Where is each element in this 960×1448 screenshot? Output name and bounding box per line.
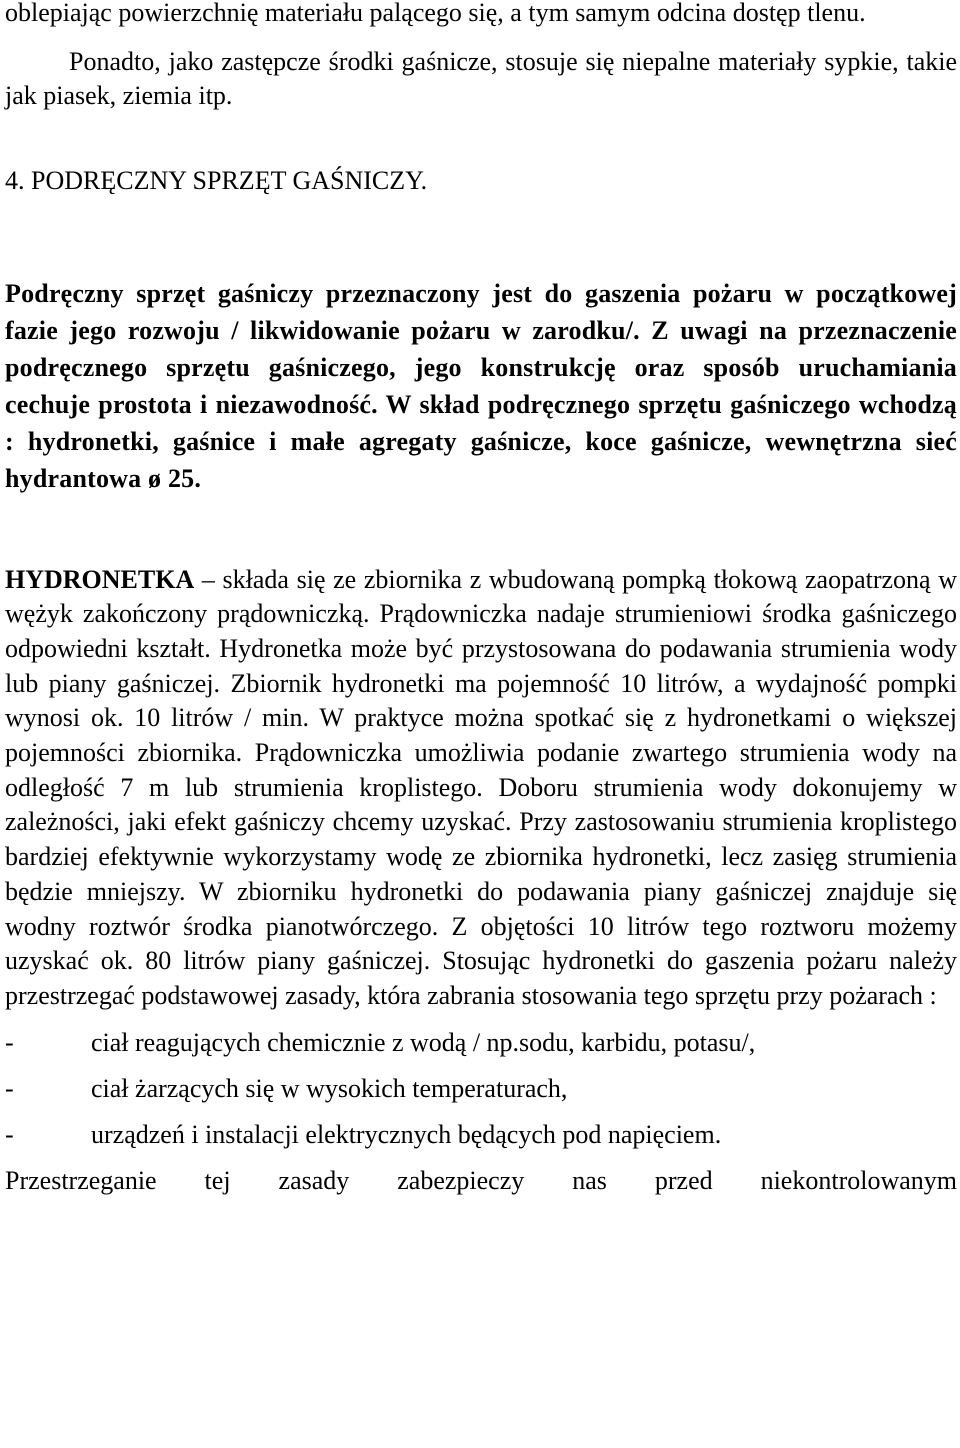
hydronetka-text: – składa się ze zbiornika z wbudowaną pompką tłokową zaopatrzoną w wężyk zakończony prądowniczką. Prądowniczka nadaje strumieniowi środka gaśniczego odpowiedni kształt. Hydronetka może być przystosowana do podawania strumienia wody lub piany gaśniczej. Zbiornik hydronetki ma pojemność 10 litrów, a wydajność pompki wynosi ok. 10 litrów / min. W praktyce można spotkać się z hydronetkami o większej pojemności zbiornika. Prądowniczka umożliwia podanie zwartego strumienia wody na odległość 7 m lub strumienia kroplistego. Doboru strumienia wody dokonujemy w zależności, jaki efekt gaśniczy chcemy uzyskać. Przy zastosowaniu strumienia kroplistego bardziej efektywnie wykorzystamy wodę ze zbiornika hydronetki, lecz zasięg strumienia będzie mniejszy. W zbiorniku hydronetki do podawania piany gaśniczej znajduje się wodny roztwór środka pianotwórczego. Z objętości 10 litrów tego roztworu możemy uzyskać ok. 80 litrów piany gaśniczej. Stosując hydronetki do gaszenia pożaru należy przestrzegać podstawowej zasady, która zabrania stosowania tego sprzętu przy pożarach : — [5, 564, 957, 1010]
bold-paragraph: Podręczny sprzęt gaśniczy przeznaczony jest do gaszenia pożaru w początkowej fazie jego rozwoju / likwidowanie pożaru w zarodku/. Z uwagi na przeznaczenie podręcznego sprzętu gaśniczego, jego konstrukcję oraz sposób uruchamiania cechuje prostota i niezawodność. W skład podręcznego sprzętu gaśniczego wchodzą : hydronetki, gaśnice i małe agregaty gaśnicze, koce gaśnicze, wewnętrzna sieć hydrantowa ø 25. — [5, 278, 957, 493]
bullet-text: ciał reagujących chemicznie z wodą / np.sodu, karbidu, potasu/, — [91, 1027, 756, 1057]
hydronetka-term: HYDRONETKA — [5, 564, 195, 594]
bullet-list — [5, 1026, 957, 1152]
bullet-dash: - — [5, 1027, 14, 1057]
section-heading: 4. PODRĘCZNY SPRZĘT GAŚNICZY. — [5, 165, 428, 195]
closing-text: Przestrzeganie tej zasady zabezpieczy nas przed niekontrolowanym — [5, 1165, 957, 1195]
intro-paragraph-2-text: Ponadto, jako zastępcze środki gaśnicze, stosuje się niepalne materiały sypkie, takie jak piasek, ziemia itp. — [5, 46, 957, 110]
bullet-dash: - — [5, 1119, 14, 1149]
intro-paragraph: oblepiając powierzchnię materiału palącego się, a tym samym odcina dostęp tlenu. — [5, 0, 866, 27]
list-item — [5, 1118, 957, 1152]
list-item — [5, 1026, 957, 1060]
bullet-text: urządzeń i instalacji elektrycznych będących pod napięciem. — [91, 1119, 722, 1149]
bullet-text: ciał żarzących się w wysokich temperaturach, — [91, 1073, 568, 1103]
intro-paragraph-2 — [5, 45, 957, 114]
list-item — [5, 1072, 957, 1106]
hydronetka-paragraph — [5, 563, 957, 1014]
closing-line — [5, 1164, 957, 1198]
document-page — [5, 0, 957, 1224]
bullet-dash: - — [5, 1073, 14, 1103]
